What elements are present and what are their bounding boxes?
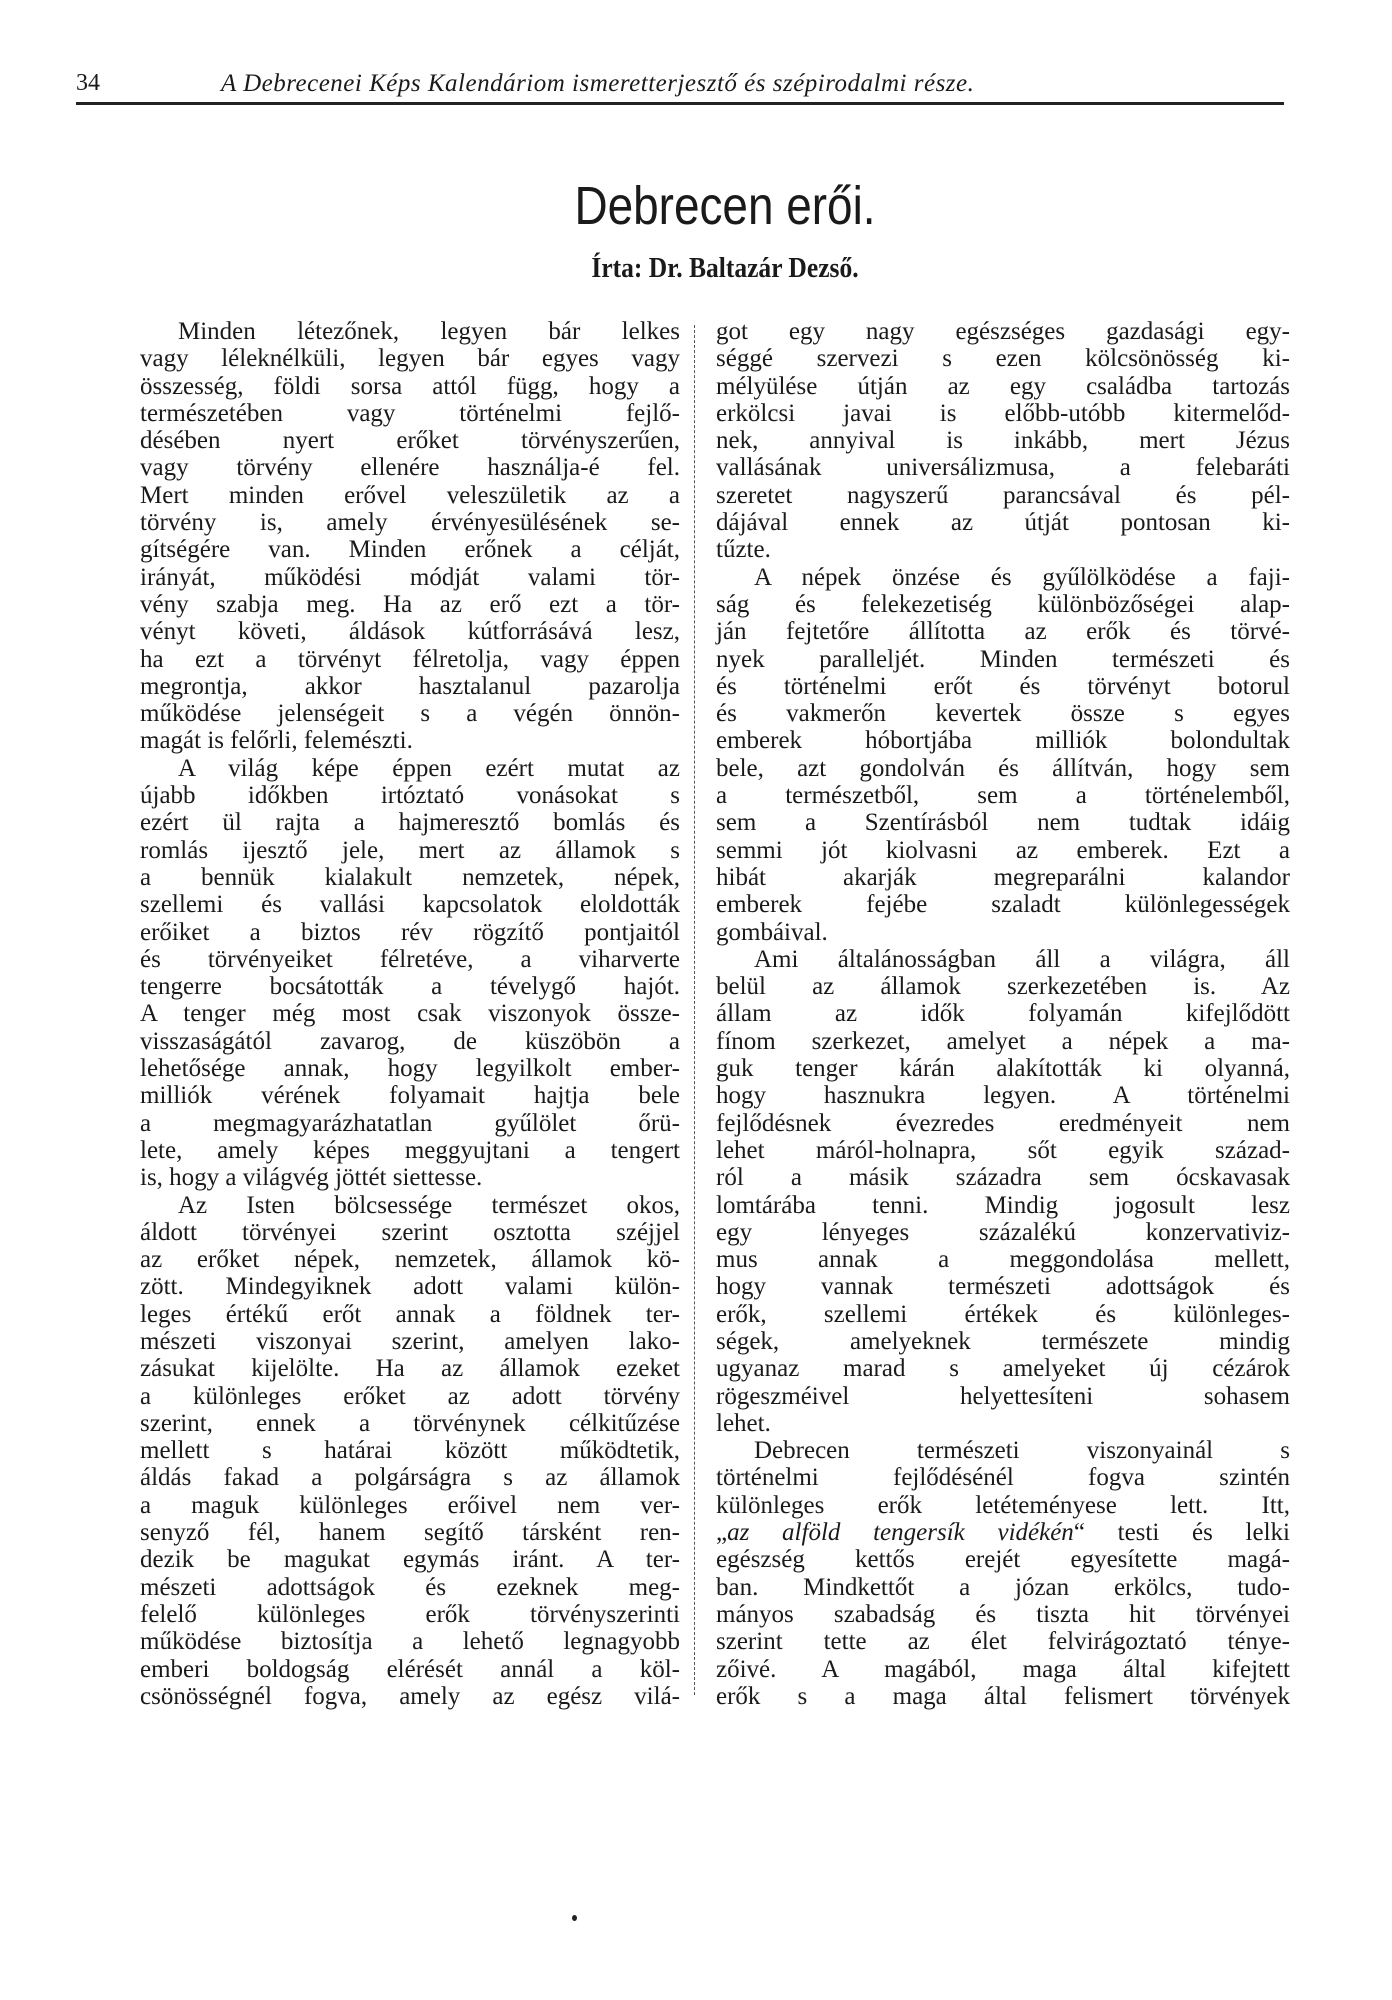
text-line-content: emberek fejébe szaladt különlegességek [716,891,1290,919]
text-line-content: ugyanaz marad s amelyeket új cézárok [716,1355,1290,1383]
text-line-content: Debrecen természeti viszonyainál s [754,1437,1290,1465]
text-line [716,373,1290,400]
text-line-content: természetében vagy történelmi fejlő- [140,399,680,427]
text-line [716,1656,1290,1683]
text-line-content: ján fejtetőre állította az erők és törvé- [716,618,1290,646]
text-line-content: emberi boldogság elérését annál a köl- [140,1655,680,1683]
text-line [140,1164,680,1191]
text-line-content: emberek hóbortjába milliók bolondultak [716,727,1290,755]
text-line-content: belül az államok szerkezetében is. Az [716,973,1290,1001]
text-line [716,318,1290,345]
text-line [140,1328,680,1355]
text-line [716,591,1290,618]
text-line-content: szeretet nagyszerű parancsával és pél- [716,481,1290,509]
text-line-content: áldott törvényei szerint osztotta széjjel [140,1218,680,1246]
text-line-content: sem a Szentírásból nem tudtak idáig [716,809,1290,837]
text-line [140,673,680,700]
text-line-content: egy lényeges százalékú konzervativiz- [716,1218,1290,1246]
text-line-content: gítségére van. Minden erőnek a célját, [140,536,680,564]
text-line [140,1656,680,1683]
text-line [716,1301,1290,1328]
text-line-content: fejlődésnek évezredes eredményeit nem [716,1109,1290,1137]
text-line-content: hibát akarják megreparálni kalandor [716,863,1290,891]
text-line [140,946,680,973]
text-line [140,1219,680,1246]
text-line-content: egészség kettős erejét egyesítette magá- [716,1546,1290,1574]
text-line-content: lete, amely képes meggyujtani a tengert [140,1136,680,1164]
text-line [140,1137,680,1164]
text-line-content: szerint, ennek a törvénynek célkitűzése [140,1409,680,1437]
text-line [716,1246,1290,1273]
text-line [716,536,1290,563]
text-line [140,809,680,836]
text-line-content: történelmi fejlődésénél fogva szintén [716,1464,1290,1492]
text-column-right [716,318,1290,1710]
text-line-content: mészeti viszonyai szerint, amelyen lako- [140,1327,680,1355]
text-line-content: „ [716,1519,728,1547]
text-line [716,673,1290,700]
text-line [716,1055,1290,1082]
text-line-content: vagy törvény ellenére használja-é fel. [140,454,680,482]
text-line-content: zásukat kijelölte. Ha az államok ezeket [140,1355,680,1383]
article-title: Debrecen erői. [574,176,876,236]
text-line-content: erők, szellemi értékek és különleges- [716,1300,1290,1328]
text-line-content: irányát, működési módját valami tör- [140,563,680,591]
text-line [140,864,680,891]
text-line [716,345,1290,372]
text-line [716,1492,1290,1519]
text-line [140,1192,680,1219]
text-line [140,1574,680,1601]
text-line [140,1628,680,1655]
text-line [140,782,680,809]
column-divider [694,325,695,1695]
text-line-content: működése jelenségeit s a végén önnön- [140,700,680,728]
text-line [716,1683,1290,1710]
text-line-content: nek, annyival is inkább, mert Jézus [716,427,1290,455]
text-line [140,1246,680,1273]
text-line-content: szerint tette az élet felvirágoztató ténye- [716,1628,1290,1656]
text-line-content: mészeti adottságok és ezeknek meg- [140,1573,680,1601]
text-line [140,727,680,754]
text-line-content: magát is felőrli, felemészti. [140,727,413,755]
text-line-content: ségek, amelyeknek természete mindig [716,1327,1290,1355]
text-line-content: felelő különleges erők törvényszerinti [140,1600,680,1628]
text-line [140,482,680,509]
text-line-content: A tenger még most csak viszonyok össze- [140,1000,680,1028]
text-line [716,1628,1290,1655]
text-line-content: megrontja, akkor hasztalanul pazarolja [140,672,680,700]
running-title: A Debrecenei Képs Kalendáriom ismeretterjesztő és szépirodalmi része. [221,70,975,97]
text-line-content: tengerre bocsátották a tévelygő hajót. [140,973,680,1001]
text-line [140,1683,680,1710]
text-line-content: semmi jót kiolvasni az emberek. Ezt a [716,836,1290,864]
text-line [140,700,680,727]
text-line [716,1574,1290,1601]
text-line [140,373,680,400]
text-line [140,1546,680,1573]
text-line-content: szellemi és vallási kapcsolatok eloldották [140,891,680,919]
text-line-content: visszaságától zavarog, de küszöbön a [140,1027,680,1055]
text-line-content: vagy léleknélküli, legyen bár egyes vagy [140,345,680,373]
text-line-content: a maguk különleges erőivel nem ver- [140,1491,680,1519]
running-header [76,68,1284,105]
text-line-content: állam az idők folyamán kifejlődött [716,1000,1290,1028]
text-line [140,318,680,345]
text-line [716,755,1290,782]
text-line-content: is, hogy a világvég jöttét siettesse. [140,1164,483,1192]
text-line-content: lehet máról-holnapra, sőt egyik század- [716,1136,1290,1164]
text-line [716,1355,1290,1382]
text-line-content: erőiket a biztos rév rögzítő pontjaitól [140,918,680,946]
text-line-content: hogy hasznukra legyen. A történelmi [716,1082,1290,1110]
text-line [716,837,1290,864]
text-line-content: törvény is, amely érvényesülésének se- [140,509,680,537]
text-line-content: A népek önzése és gyűlölködése a faji- [754,563,1290,591]
text-line-content: ezért ül rajta a hajmeresztő bomlás és [140,809,680,837]
text-line [140,1000,680,1027]
text-line [140,400,680,427]
text-line [140,1437,680,1464]
text-line [716,1028,1290,1055]
text-line [716,727,1290,754]
text-line [140,1028,680,1055]
text-line [140,427,680,454]
text-line [140,536,680,563]
text-line-content: ha ezt a törvényt félretolja, vagy éppen [140,645,680,673]
text-line-content: csönösségnél fogva, amely az egész vilá- [140,1682,680,1710]
text-line [716,864,1290,891]
text-line-content: vallásának universálizmusa, a felebaráti [716,454,1290,482]
text-line [716,1273,1290,1300]
text-line-content: a megmagyarázhatatlan gyűlölet őrü- [140,1109,680,1137]
text-line-content: romlás ijesztő jele, mert az államok s [140,836,680,864]
text-line-content: Ami általánosságban áll a világra, áll [754,945,1290,973]
text-line-content: és törvényeiket félretéve, a viharverte [140,945,680,973]
text-line-content: lehetősége annak, hogy legyilkolt ember- [140,1055,680,1083]
text-line [716,1464,1290,1491]
text-line [716,400,1290,427]
text-line-content: a bennük kialakult nemzetek, népek, [140,863,680,891]
text-line-content: zőivé. A magából, maga által kifejtett [716,1655,1290,1683]
print-speck [572,1915,577,1921]
text-line [140,837,680,864]
text-line-content: got egy nagy egészséges gazdasági egy- [716,318,1290,345]
text-line [140,1355,680,1382]
text-line-content: áldás fakad a polgárságra s az államok [140,1464,680,1492]
text-line [716,1601,1290,1628]
text-line-content: vény szabja meg. Ha az erő ezt a tör- [140,590,680,618]
text-line [716,809,1290,836]
text-line [140,591,680,618]
text-line [140,1601,680,1628]
text-line-content: összesség, földi sorsa attól függ, hogy a [140,372,680,400]
text-line-content: ban. Mindkettőt a józan erkölcs, tudo- [716,1573,1290,1601]
text-line [140,919,680,946]
text-line [716,891,1290,918]
text-line-content: bele, azt gondolván és állítván, hogy sem [716,754,1290,782]
text-line [716,1328,1290,1355]
text-line-content: újabb időkben irtóztató vonásokat s [140,782,680,810]
text-line [140,1301,680,1328]
text-line [716,1519,1290,1546]
text-line-content: lomtárába tenni. Mindig jogosult lesz [716,1191,1290,1219]
text-line [140,755,680,782]
text-line-content: milliók vérének folyamait hajtja bele [140,1082,680,1110]
text-line [716,946,1290,973]
text-line [140,1273,680,1300]
article-byline: Írta: Dr. Baltazár Dezső. [591,252,859,284]
italic-quote: az alföld tengersík vidékén [727,1519,1074,1547]
text-line [716,1164,1290,1191]
text-line-content: a természetből, sem a történelemből, [716,782,1290,810]
text-line [716,1383,1290,1410]
text-line-content: guk tenger kárán alakították ki olyanná, [716,1055,1290,1083]
text-line [140,1110,680,1137]
text-line [140,564,680,591]
text-column-left [140,318,680,1710]
text-line-content: désében nyert erőket törvényszerűen, [140,427,680,455]
text-line-content: Minden létezőnek, legyen bár lelkes [178,318,680,345]
text-line-content: erkölcsi javai is előbb-utóbb kitermelőd- [716,399,1290,427]
text-line [716,1437,1290,1464]
text-line-content: mányos szabadság és tiszta hit törvényei [716,1600,1290,1628]
text-line-content: erők s a maga által felismert törvények [716,1682,1290,1710]
text-line [716,782,1290,809]
text-line-content: működése biztosítja a lehető legnagyobb [140,1628,680,1656]
text-line [716,1410,1290,1437]
text-line [716,454,1290,481]
text-line-content: zött. Mindegyiknek adott valami külön- [140,1273,680,1301]
text-line-content: A világ képe éppen ezért mutat az [178,754,680,782]
text-line [716,1000,1290,1027]
text-line [140,618,680,645]
text-line-content: dájával ennek az útját pontosan ki- [716,509,1290,537]
text-line [140,345,680,372]
text-line-content: és történelmi erőt és törvényt botorul [716,672,1290,700]
text-line-content: lehet. [716,1409,771,1437]
text-line-content: ság és felekezetiség különbözőségei alap- [716,590,1290,618]
text-line [716,1219,1290,1246]
text-line [140,1082,680,1109]
text-line-content: a különleges erőket az adott törvény [140,1382,680,1410]
text-line [716,482,1290,509]
text-line-content: különleges erők letéteményese lett. Itt, [716,1491,1290,1519]
text-line [140,1383,680,1410]
text-line [140,509,680,536]
text-line-content: mélyülése útján az egy családba tartozás [716,372,1290,400]
text-line [140,646,680,673]
text-line [716,1082,1290,1109]
text-line-content: mus annak a meggondolása mellett, [716,1246,1290,1274]
text-line [140,1464,680,1491]
text-line [140,454,680,481]
text-line-content: és vakmerőn kevertek össze s egyes [716,700,1290,728]
text-line-content: séggé szervezi s ezen kölcsönösség ki- [716,345,1290,373]
text-line [716,973,1290,1000]
text-line [716,919,1290,946]
text-line [716,618,1290,645]
text-line [716,509,1290,536]
text-line-content: nyek paralleljét. Minden természeti és [716,645,1290,673]
page-number: 34 [76,70,100,96]
text-line [716,564,1290,591]
text-line [140,1055,680,1082]
text-line [140,1410,680,1437]
text-line [716,1192,1290,1219]
text-line-content: Az Isten bölcsessége természet okos, [178,1191,680,1219]
text-line-content: hogy vannak természeti adottságok és [716,1273,1290,1301]
text-line [716,427,1290,454]
text-line [140,1492,680,1519]
text-line-content: ról a másik századra sem ócskavasak [716,1164,1290,1192]
text-line [140,973,680,1000]
text-line-content: fínom szerkezet, amelyet a népek a ma- [716,1027,1290,1055]
text-line [716,1546,1290,1573]
text-line [140,1519,680,1546]
text-line-content: Mert minden erővel veleszületik az a [140,481,680,509]
text-line [716,646,1290,673]
text-line [716,700,1290,727]
text-line-content: tűzte. [716,536,771,564]
text-line-content: az erőket népek, nemzetek, államok kö- [140,1246,680,1274]
text-line [140,891,680,918]
text-line-content: dezik be magukat egymás iránt. A ter- [140,1546,680,1574]
text-line-content: leges értékű erőt annak a földnek ter- [140,1300,680,1328]
text-line-content: mellett s határai között működtetik, [140,1437,680,1465]
text-line-content: rögeszméivel helyettesíteni sohasem [716,1382,1290,1410]
text-line-content: senyző fél, hanem segítő társként ren- [140,1519,680,1547]
text-line-content: vényt követi, áldások kútforrásává lesz, [140,618,680,646]
text-line [716,1137,1290,1164]
text-line [716,1110,1290,1137]
text-line-content: “ testi és lelki [1073,1519,1290,1547]
text-line-content: gombáival. [716,918,828,946]
